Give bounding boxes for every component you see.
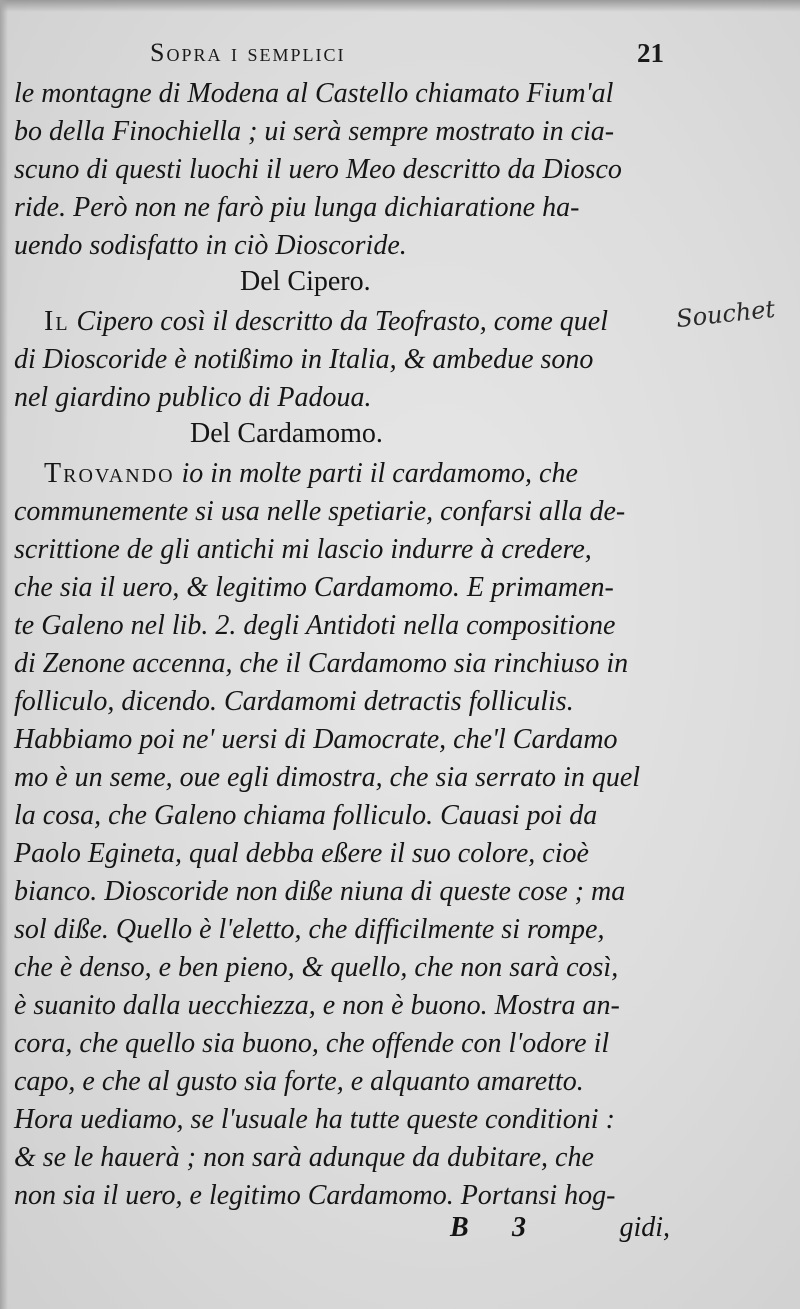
signature-number: 3 xyxy=(512,1212,526,1243)
text-line: bianco. Dioscoride non diße niuna di queste cose ; ma xyxy=(14,876,626,907)
page-shadow-left xyxy=(0,0,8,1309)
text-line: cora, che quello sia buono, che offende con l'odore il xyxy=(14,1028,610,1059)
line-text: io in molte parti il cardamomo, che xyxy=(174,458,578,489)
page-number: 21 xyxy=(637,38,664,68)
text-line: scuno di questi luochi il uero Meo descritto da Diosco xyxy=(14,154,622,185)
page-shadow-top xyxy=(0,0,800,12)
text-line: te Galeno nel lib. 2. degli Antidoti nella compositione xyxy=(14,610,616,641)
text-line: che è denso, e ben pieno, & quello, che non sarà così, xyxy=(14,952,619,983)
text-line: Hora uediamo, se l'usuale ha tutte queste conditioni : xyxy=(14,1104,615,1135)
initial-word: Trovando xyxy=(44,458,175,489)
text-line: di Dioscoride è notißimo in Italia, & ambedue sono xyxy=(14,344,594,375)
text-line xyxy=(44,456,578,492)
text-line: capo, e che al gusto sia forte, e alquanto amaretto. xyxy=(14,1066,584,1097)
text-line: ride. Però non ne farò piu lunga dichiaratione ha- xyxy=(14,192,580,223)
section-heading-cardamomo: Del Cardamomo. xyxy=(190,418,383,449)
text-line: communemente si usa nelle spetiarie, confarsi alla de- xyxy=(14,496,626,527)
text-line: Paolo Egineta, qual debba eßere il suo colore, cioè xyxy=(14,838,589,869)
text-line: è suanito dalla uecchiezza, e non è buono. Mostra an- xyxy=(14,990,620,1021)
text-line: nel giardino publico di Padoua. xyxy=(14,382,372,413)
handwritten-margin-note: Souchet xyxy=(674,294,777,334)
text-line: le montagne di Modena al Castello chiamato Fium'al xyxy=(14,78,614,109)
running-head xyxy=(150,38,670,78)
signature-line xyxy=(450,1212,670,1252)
text-line: bo della Finochiella ; ui serà sempre mostrato in cia- xyxy=(14,116,615,147)
text-line: Habbiamo poi ne' uersi di Damocrate, che'l Cardamo xyxy=(14,724,618,755)
initial-word: Il xyxy=(44,306,70,337)
text-line: uendo sodisfatto in ciò Dioscoride. xyxy=(14,230,407,261)
text-line: mo è un seme, oue egli dimostra, che sia serrato in quel xyxy=(14,762,641,793)
text-line: che sia il uero, & legitimo Cardamomo. E primamen- xyxy=(14,572,614,603)
section-heading-cipero: Del Cipero. xyxy=(240,266,371,297)
text-line: di Zenone accenna, che il Cardamomo sia rinchiuso in xyxy=(14,648,629,679)
running-head-title: Sopra i semplici xyxy=(150,38,346,67)
text-line: la cosa, che Galeno chiama folliculo. Cauasi poi da xyxy=(14,800,598,831)
text-line xyxy=(44,304,608,340)
line-text: Cipero così il descritto da Teofrasto, come quel xyxy=(69,306,608,337)
text-line: folliculo, dicendo. Cardamomi detractis folliculis. xyxy=(14,686,574,717)
signature-mark: B xyxy=(450,1212,469,1243)
catchword: gidi, xyxy=(619,1212,670,1243)
text-line: non sia il uero, e legitimo Cardamomo. Portansi hog- xyxy=(14,1180,616,1211)
text-line: scrittione de gli antichi mi lascio indurre à credere, xyxy=(14,534,592,565)
text-line: sol diße. Quello è l'eletto, che difficilmente si rompe, xyxy=(14,914,605,945)
text-line: & se le hauerà ; non sarà adunque da dubitare, che xyxy=(14,1142,594,1173)
